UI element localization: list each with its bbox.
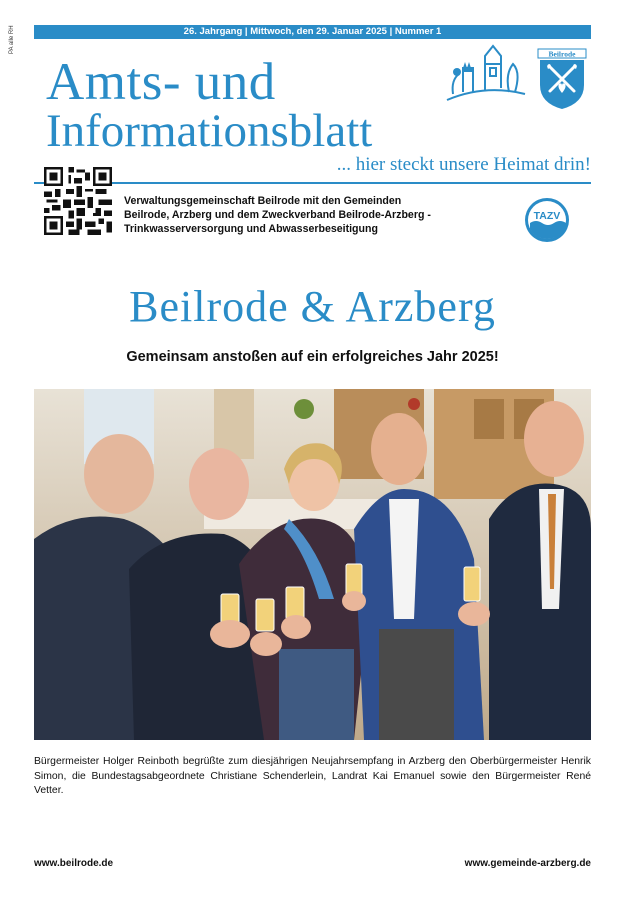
admin-info (124, 194, 514, 236)
qr-code-icon (44, 167, 112, 235)
admin-info-line3: Trinkwasserversorgung und Abwasserbeseitigung (124, 223, 378, 235)
masthead-title-line1: Amts- und (46, 53, 276, 111)
beilrode-crest-icon (536, 47, 588, 111)
tazv-logo-text: TAZV (533, 210, 561, 222)
footer-link-arzberg[interactable]: www.gemeinde-arzberg.de (464, 858, 591, 869)
group-photo-icon (34, 389, 591, 740)
footer-link-beilrode[interactable]: www.beilrode.de (34, 858, 114, 869)
admin-info-line2: Beilrode, Arzberg und dem Zweckverband Beilrode-Arzberg - (124, 209, 431, 221)
crest-label: Beilrode (548, 49, 576, 59)
group-photo (34, 389, 591, 740)
castle-logo-icon (445, 44, 527, 104)
header-rule (34, 182, 591, 184)
photo-caption: Bürgermeister Holger Reinboth begrüßte zum diesjährigen Neujahrsempfang in Arzberg den Oberbürgermeister Henrik Simon, die Bundestagsabgeordnete Christiane Schenderlein, Landrat Kai Emanuel sowie den Bürgermeister René Vetter. (34, 756, 591, 796)
issue-bar: 26. Jahrgang | Mittwoch, den 29. Januar 2025 | Nummer 1 (34, 25, 591, 39)
admin-info-line1: Verwaltungsgemeinschaft Beilrode mit den Gemeinden (124, 195, 402, 207)
headline: Gemeinsam anstoßen auf ein erfolgreiches Jahr 2025! (126, 349, 499, 365)
place-title: Beilrode & Arzberg (129, 282, 496, 331)
masthead-slogan: ... hier steckt unsere Heimat drin! (336, 154, 591, 175)
tazv-logo-icon (524, 197, 570, 243)
masthead-title-line2: Informationsblatt (46, 105, 373, 157)
side-code: PA alle RH (9, 25, 15, 54)
